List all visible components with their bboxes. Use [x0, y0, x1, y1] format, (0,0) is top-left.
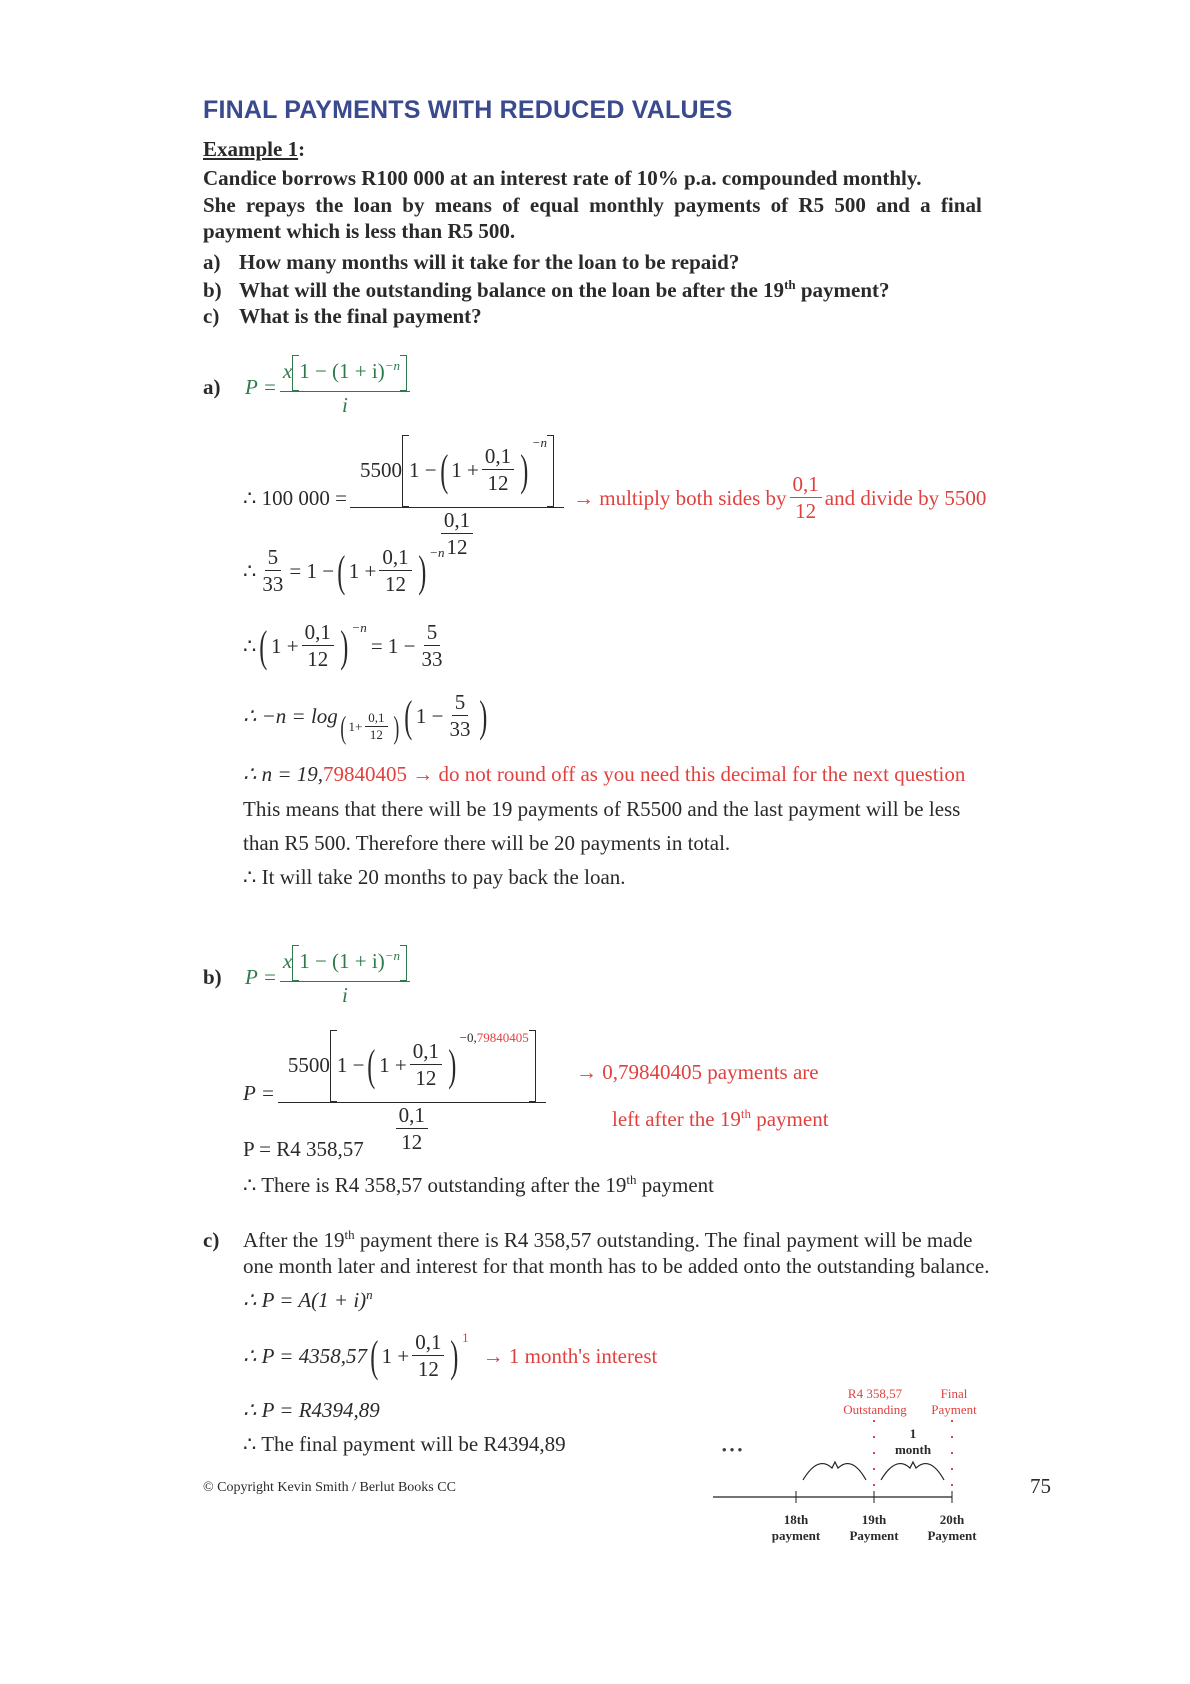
- page-number: 75: [1030, 1474, 1051, 1498]
- line-post: payment there is R4 358,57 outstanding. The final payment will be made: [354, 1228, 973, 1252]
- rate-num: 0,1: [302, 620, 334, 646]
- explain-line-1: This means that there will be 19 payments of R5500 and the last payment will be less: [243, 797, 961, 821]
- den-num: 0,1: [441, 508, 473, 534]
- question-a: [203, 250, 739, 275]
- part-c-conclusion: ∴ The final payment will be R4394,89: [243, 1432, 566, 1456]
- example-label: Example 1: [203, 137, 299, 161]
- part-c-line-2: one month later and interest for that month has to be added onto the outstanding balance.: [243, 1254, 990, 1278]
- arg: 1 −: [415, 704, 444, 729]
- step-exp: n: [366, 1287, 373, 1302]
- exp: −n: [429, 545, 445, 560]
- part-b-note-2: [612, 1106, 829, 1132]
- brace-18-19: [803, 1462, 866, 1480]
- part-a-formula: [203, 355, 413, 419]
- base-den: 12: [369, 726, 383, 742]
- formula-den: i: [342, 983, 348, 1007]
- exp-black: −0,: [459, 1030, 477, 1045]
- part-b-formula: [203, 945, 413, 1009]
- brace-19-20: [881, 1462, 944, 1480]
- exp: 1: [462, 1330, 469, 1345]
- outstanding-amount: R4 358,57: [847, 1386, 903, 1401]
- one-minus: 1 −: [336, 1053, 365, 1078]
- step-lhs: ∴ 100 000 =: [243, 485, 347, 510]
- ellipsis: • • •: [722, 1442, 743, 1457]
- exp: −n: [351, 620, 367, 635]
- part-b-conclusion: [243, 1172, 714, 1198]
- part-a-step-3: ∴ ( 1 + $\frac{0,1}{12}$ ) $^{-n}$ = 1 − $\frac{5}{33}$: [243, 620, 449, 673]
- fden: 33: [421, 647, 443, 672]
- part-b-label: b): [203, 964, 222, 989]
- part-a-step-2: ∴ $\frac{5}{33}$ = 1 − ( 1 + $\frac{0,1}{12}$ ) $^{-n}$: [243, 545, 445, 598]
- one-plus: 1 +: [381, 1344, 410, 1369]
- formula-x: x: [282, 358, 293, 383]
- problem-line-3: payment which is less than R5 500.: [203, 219, 516, 243]
- final-payment-label: [926, 1386, 982, 1418]
- rate-den: 12: [384, 572, 406, 597]
- rate-den: 12: [415, 1066, 437, 1091]
- annuity-fraction: [280, 355, 410, 419]
- step-lhs: P =: [243, 1080, 275, 1105]
- part-a-label: a): [203, 374, 221, 399]
- problem-line-2: She repays the loan by means of equal monthly payments of R5 500 and a final: [203, 193, 982, 217]
- copyright-footer: © Copyright Kevin Smith / Berlut Books CC: [203, 1480, 456, 1495]
- one-plus: 1 +: [348, 559, 377, 584]
- note-sup: th: [740, 1106, 751, 1121]
- rate-den: 12: [417, 1357, 439, 1382]
- final-1: Final: [940, 1386, 968, 1401]
- therefore: ∴: [243, 634, 257, 659]
- conclusion-post: payment: [636, 1173, 715, 1197]
- gap-label: [885, 1426, 941, 1458]
- rate-den: 12: [307, 647, 329, 672]
- explain-line-3: ∴ It will take 20 months to pay back the loan.: [243, 865, 626, 889]
- tick-l2: payment: [771, 1528, 821, 1543]
- tick-label-20: [922, 1512, 982, 1544]
- part-c-step-1: [243, 1287, 373, 1313]
- line-pre: After the 19: [243, 1228, 345, 1252]
- q-label: b): [203, 278, 222, 302]
- coef: 5500: [287, 1053, 330, 1078]
- formula-body: 1 − (1 + i): [299, 948, 385, 973]
- tick-l1: 20th: [939, 1512, 965, 1527]
- exp-red: 79840405: [476, 1030, 529, 1045]
- note-num: 0,1: [790, 472, 822, 498]
- step-lhs: ∴ P = 4358,57: [243, 1344, 367, 1369]
- gap-2: month: [894, 1442, 932, 1457]
- q-text: How many months will it take for the loan to be repaid?: [239, 250, 740, 274]
- den-den: 12: [446, 535, 468, 560]
- formula-exp: −n: [384, 947, 400, 963]
- tick-l1: 18th: [783, 1512, 809, 1527]
- gap-1: 1: [909, 1426, 917, 1441]
- note-pre: left after the 19: [612, 1107, 741, 1131]
- explain-line-2: than R5 500. Therefore there will be 20 payments in total.: [243, 831, 731, 855]
- den-den: 12: [401, 1130, 423, 1155]
- rate-num: 0,1: [379, 545, 411, 571]
- annuity-fraction: [280, 945, 410, 1009]
- part-b-result: P = R4 358,57: [243, 1137, 364, 1161]
- step-fraction: 5500 1 − ( 1 + $\frac{0,1}{12}$ ) $^{-n}$ $\frac{0,1}{12}$: [350, 435, 564, 561]
- outstanding-label: [838, 1386, 912, 1418]
- example-heading: [203, 137, 305, 162]
- den-num: 0,1: [396, 1103, 428, 1129]
- q-label: c): [203, 304, 220, 328]
- fnum: 5: [265, 545, 282, 571]
- question-c: [203, 304, 482, 329]
- page-title: FINAL PAYMENTS WITH REDUCED VALUES: [203, 96, 733, 124]
- note-post: payment: [750, 1107, 829, 1131]
- note-pre: → multiply both sides by: [573, 485, 787, 510]
- part-c-label: c): [203, 1228, 220, 1252]
- tick-l2: Payment: [927, 1528, 977, 1543]
- tick-label-19: [844, 1512, 904, 1544]
- q-label: a): [203, 250, 221, 274]
- formula-den: i: [342, 393, 348, 417]
- outstanding-text: Outstanding: [843, 1402, 907, 1417]
- step-fraction: 5500 1 − ( 1 + $\frac{0,1}{12}$ ) $^{-0,79840405}$ $\frac{0,1}{12}$: [278, 1030, 546, 1156]
- note-den: 12: [795, 498, 817, 523]
- formula-body: 1 − (1 + i): [299, 358, 385, 383]
- base-pre: 1+: [348, 718, 363, 734]
- part-a-step-1: [243, 435, 986, 561]
- line-sup: th: [344, 1227, 355, 1242]
- payment-timeline: [700, 1380, 1020, 1560]
- fnum: 5: [424, 620, 441, 646]
- problem-line-1: Candice borrows R100 000 at an interest rate of 10% p.a. compounded monthly.: [203, 166, 922, 190]
- one-plus: 1 +: [379, 1053, 407, 1078]
- formula-lhs: P =: [245, 374, 277, 399]
- base-num: 0,1: [365, 710, 387, 727]
- formula-lhs: P =: [245, 964, 277, 989]
- conclusion-pre: ∴ There is R4 358,57 outstanding after the 19: [243, 1173, 627, 1197]
- part-c-step-2: ∴ P = 4358,57 ( 1 + $\frac{0,1}{12}$ ) $^1$ → 1 month's interest: [243, 1330, 657, 1383]
- fden: 33: [449, 717, 471, 742]
- part-b-note-1: → 0,79840405 payments are: [576, 1060, 819, 1084]
- rhs: = 1 −: [370, 634, 416, 659]
- rate-num: 0,1: [482, 444, 514, 470]
- n-note: → do not round off as you need this decimal for the next question: [412, 762, 966, 786]
- part-a-step-4: ∴ −n = log ( 1+ $\frac{0,1}{12}$ ) ( 1 − $\frac{5}{33}$ ): [243, 690, 488, 745]
- final-2: Payment: [931, 1402, 977, 1417]
- fnum: 5: [452, 690, 469, 716]
- coef: 5500: [359, 458, 402, 483]
- tick-l2: Payment: [849, 1528, 899, 1543]
- rate-num: 0,1: [412, 1330, 444, 1356]
- n-value: ∴ n = 19,: [243, 762, 324, 786]
- part-c-step-3: ∴ P = R4394,89: [243, 1398, 380, 1422]
- part-a-step-5: [243, 762, 965, 787]
- step-note: → 1 month's interest: [482, 1344, 658, 1369]
- fden: 33: [262, 572, 284, 597]
- step-note: [573, 472, 986, 525]
- formula-x: x: [282, 948, 293, 973]
- mid: = 1 −: [289, 559, 335, 584]
- formula-exp: −n: [384, 357, 400, 373]
- log-lhs: ∴ −n = log: [243, 704, 338, 729]
- n-decimal: 79840405: [323, 762, 408, 786]
- question-b: [203, 277, 890, 303]
- exp: −n: [531, 435, 547, 450]
- rate-den: 12: [487, 471, 509, 496]
- q-sup: th: [784, 277, 796, 292]
- q-text: What is the final payment?: [239, 304, 482, 328]
- step-text: ∴ P = A(1 + i): [243, 1288, 367, 1312]
- note-post: and divide by 5500: [824, 485, 987, 510]
- conclusion-sup: th: [626, 1172, 637, 1187]
- therefore: ∴: [243, 559, 257, 584]
- part-c-line-1: [203, 1227, 972, 1253]
- example-colon: :: [298, 137, 306, 161]
- tick-l1: 19th: [861, 1512, 887, 1527]
- q-text-end: payment?: [795, 278, 890, 302]
- tick-label-18: [766, 1512, 826, 1544]
- one-minus: 1 −: [408, 458, 437, 483]
- q-text: What will the outstanding balance on the loan be after the 19: [239, 278, 785, 302]
- one-plus: 1 +: [271, 634, 299, 659]
- one-plus: 1 +: [451, 458, 479, 483]
- rate-num: 0,1: [410, 1039, 442, 1065]
